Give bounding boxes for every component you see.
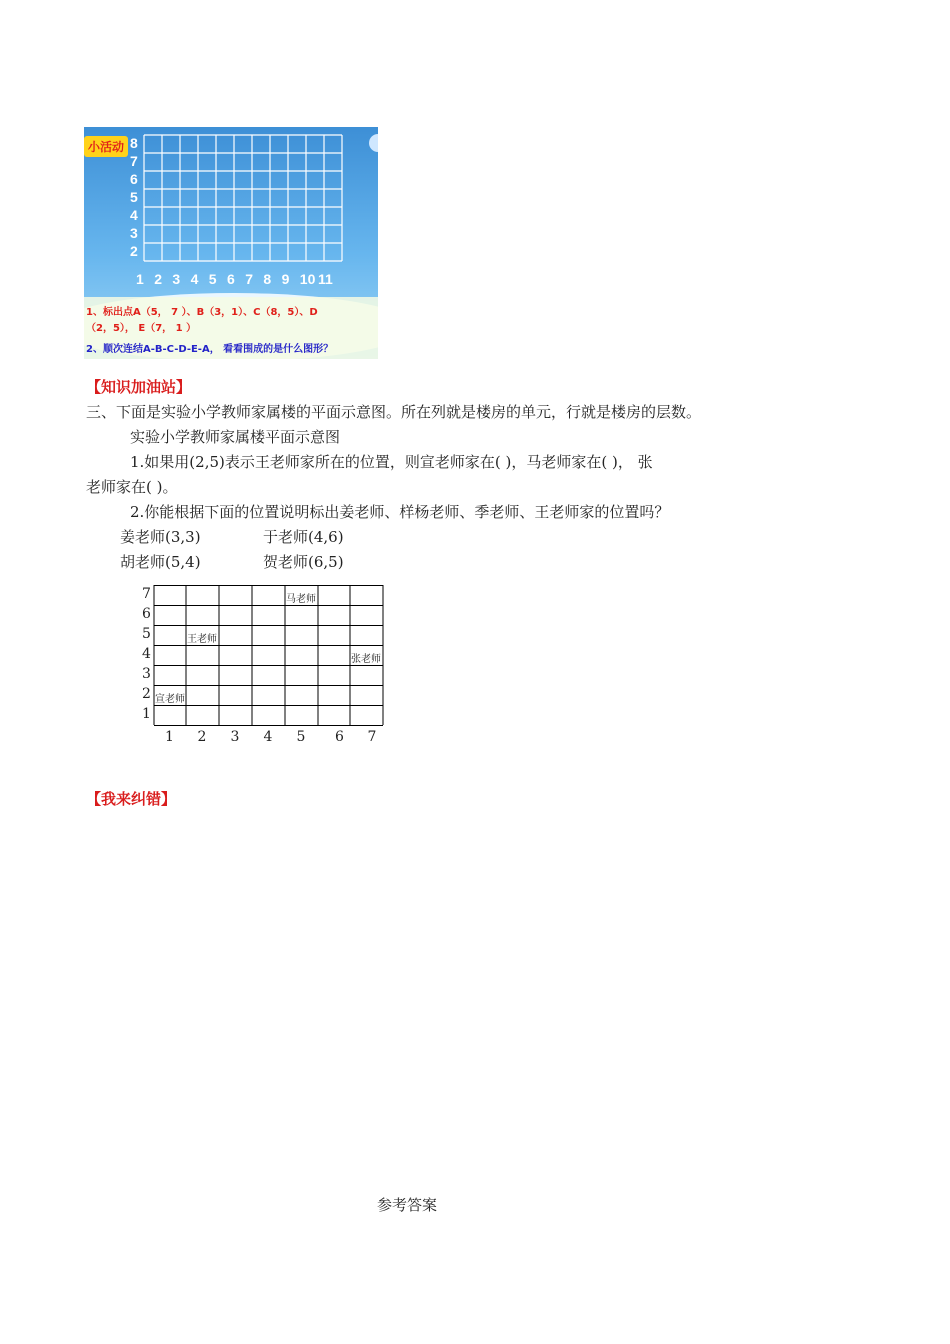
position-hu: 胡老师(5,4) — [120, 553, 201, 571]
activity-image — [84, 127, 378, 359]
question-1-line-2: 老师家在( )。 — [86, 478, 178, 496]
y-tick-label: 4 — [130, 207, 138, 223]
answers-heading: 参考答案 — [377, 1196, 438, 1214]
grid-cell-label: 王老师 — [187, 634, 217, 645]
building-grid — [140, 585, 400, 755]
x-tick-label: 3 — [172, 271, 181, 287]
grid-cell-label: 宣老师 — [155, 694, 185, 705]
position-jiang: 姜老师(3,3) — [120, 528, 201, 546]
grid-row-label: 2 — [142, 686, 151, 702]
grid-row-label: 6 — [142, 606, 151, 622]
x-tick-label: 8 — [263, 271, 272, 287]
y-tick-label: 7 — [130, 153, 138, 169]
x-tick-label: 6 — [227, 271, 235, 287]
x-tick-label: 1 — [136, 271, 144, 287]
question-caption: 实验小学教师家属楼平面示意图 — [130, 428, 341, 446]
question-intro: 三、下面是实验小学教师家属楼的平面示意图。所在列就是楼房的单元，行就是楼房的层数。 — [86, 403, 702, 421]
grid-cell-label: 马老师 — [286, 594, 316, 605]
x-tick-label: 9 — [281, 271, 290, 287]
grid-col-label: 7 — [367, 729, 377, 745]
question-2: 2.你能根据下面的位置说明标出姜老师、样杨老师、季老师、王老师家的位置吗？ — [130, 503, 670, 521]
moon-shape — [369, 134, 378, 152]
y-tick-label: 8 — [130, 135, 138, 151]
section-correction: 【我来纠错】 — [86, 790, 177, 808]
y-tick-label: 3 — [130, 225, 138, 241]
grid-col-label: 1 — [165, 729, 174, 745]
x-tick-label: 11 — [318, 271, 333, 287]
x-tick-label: 7 — [245, 271, 253, 287]
activity-line-2: （2，5）， E（7， 1 ） — [86, 323, 197, 334]
grid-col-label: 2 — [197, 729, 207, 745]
activity-line-3: 2、顺次连结A-B-C-D-E-A， 看看围成的是什么图形？ — [86, 344, 334, 355]
x-tick-label: 5 — [208, 271, 217, 287]
grid-col-label: 4 — [263, 729, 273, 745]
activity-badge: 小活动 — [84, 136, 128, 157]
x-tick-label: 2 — [154, 271, 162, 287]
position-yu: 于老师(4,6) — [263, 528, 344, 546]
position-he: 贺老师(6,5) — [263, 553, 344, 571]
section-knowledge: 【知识加油站】 — [86, 378, 192, 396]
x-tick-label: 10 — [299, 271, 316, 287]
x-tick-label: 4 — [190, 271, 199, 287]
grid-col-label: 6 — [335, 729, 344, 745]
grid-row-label: 5 — [142, 626, 151, 642]
grid-col-label: 5 — [296, 729, 306, 745]
activity-line-1: 1、标出点A（5， 7 ）、B（3，1）、C（8，5）、D — [86, 307, 318, 318]
grid-col-label: 3 — [230, 729, 240, 745]
y-tick-label: 6 — [130, 171, 138, 187]
grid-row-label: 7 — [142, 586, 151, 602]
grid-cell-label: 张老师 — [351, 654, 381, 665]
grid-row-label: 3 — [142, 666, 151, 682]
y-tick-label: 2 — [130, 243, 138, 259]
grid-row-label: 4 — [142, 646, 151, 662]
grid-row-label: 1 — [142, 706, 151, 722]
y-tick-label: 5 — [130, 189, 138, 205]
question-1-line-1: 1.如果用(2,5)表示王老师家所在的位置，则宣老师家在( )，马老师家在( )， 张 — [130, 453, 653, 471]
